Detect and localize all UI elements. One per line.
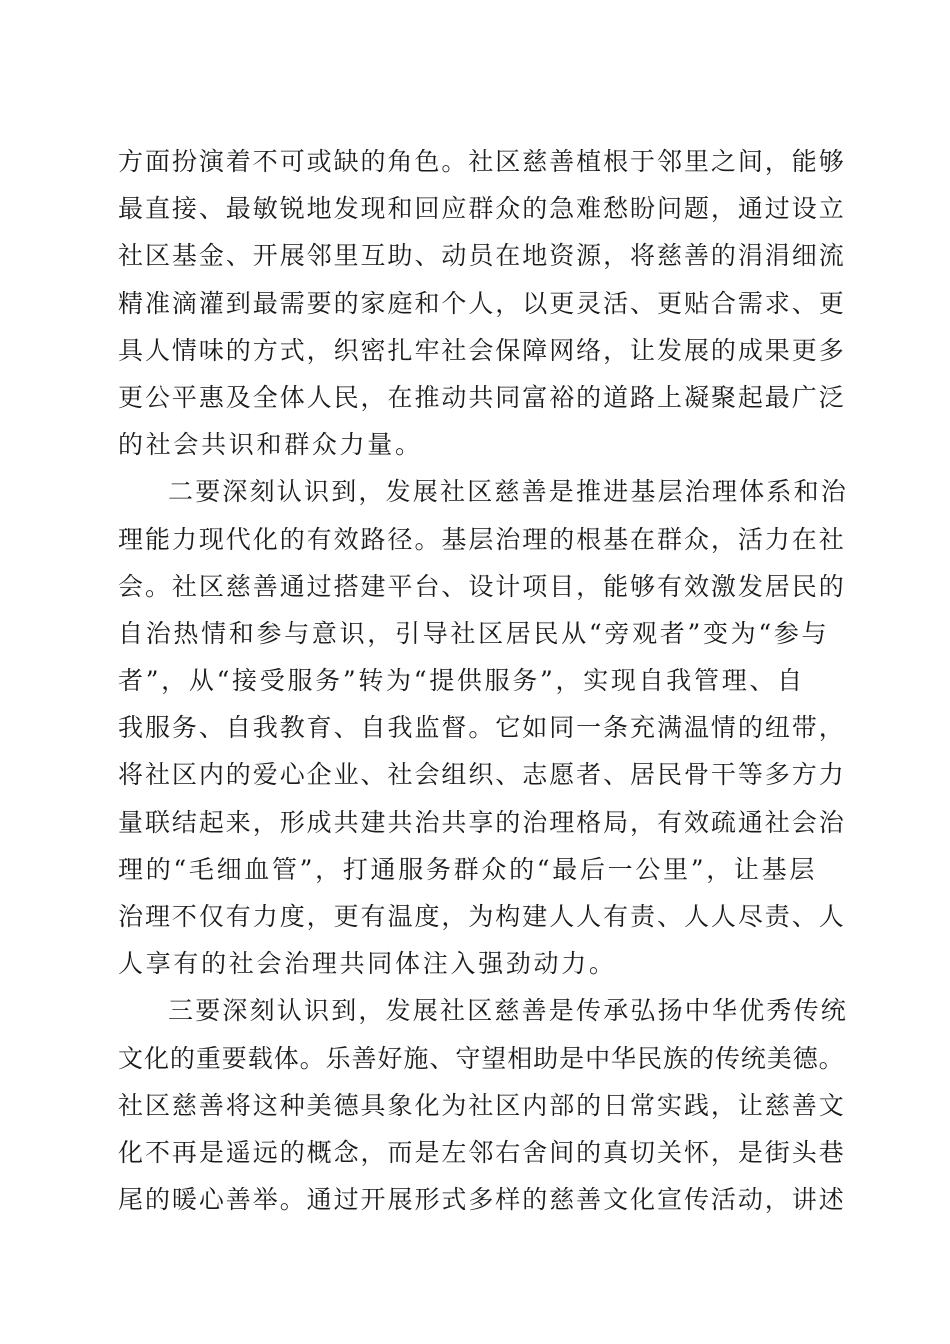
text-line: 尾的暖心善举。通过开展形式多样的慈善文化宣传活动，讲述 <box>118 1185 846 1215</box>
text-line: 理的“毛细血管”，打通服务群众的“最后一公里”，让基层 <box>118 854 818 884</box>
text-line: 更公平惠及全体人民，在推动共同富裕的道路上凝聚起最广泛 <box>118 382 846 412</box>
text-line: 的社会共识和群众力量。 <box>118 430 423 460</box>
text-line: 自治热情和参与意识，引导社区居民从“旁观者”变为“参与 <box>118 618 830 648</box>
text-line: 化不再是遥远的概念，而是左邻右舍间的真切关怀，是街头巷 <box>118 1137 846 1167</box>
text-line: 量联结起来，形成共建共治共享的治理格局，有效疏通社会治 <box>118 807 846 837</box>
text-line: 方面扮演着不可或缺的角色。社区慈善植根于邻里之间，能够 <box>118 147 846 176</box>
paragraph-first-line: 二要深刻认识到，发展社区慈善是推进基层治理体系和治 <box>168 477 849 507</box>
text-line: 社区慈善将这种美德具象化为社区内部的日常实践，让慈善文 <box>118 1090 846 1120</box>
text-line: 理能力现代化的有效路径。基层治理的根基在群众，活力在社 <box>118 524 846 554</box>
text-line: 者”，从“接受服务”转为“提供服务”，实现自我管理、自 <box>118 666 805 696</box>
text-line: 我服务、自我教育、自我监督。它如同一条充满温情的纽带， <box>118 713 846 743</box>
text-line: 最直接、最敏锐地发现和回应群众的急难愁盼问题，通过设立 <box>118 194 846 224</box>
text-line: 社区基金、开展邻里互助、动员在地资源，将慈善的涓涓细流 <box>118 241 846 271</box>
document-body <box>118 138 849 1223</box>
text-line: 人享有的社会治理共同体注入强劲动力。 <box>118 949 617 979</box>
text-line: 具人情味的方式，织密扎牢社会保障网络，让发展的成果更多 <box>118 335 846 365</box>
text-line: 将社区内的爱心企业、社会组织、志愿者、居民骨干等多方力 <box>118 760 846 790</box>
text-line: 治理不仅有力度，更有温度，为构建人人有责、人人尽责、人 <box>118 902 846 931</box>
text-line: 文化的重要载体。乐善好施、守望相助是中华民族的传统美德。 <box>118 1043 845 1073</box>
text-line: 精准滴灌到最需要的家庭和个人，以更灵活、更贴合需求、更 <box>118 288 846 318</box>
paragraph-first-line: 三要深刻认识到，发展社区慈善是传承弘扬中华优秀传统 <box>168 996 849 1026</box>
text-line: 会。社区慈善通过搭建平台、设计项目，能够有效激发居民的 <box>118 571 846 601</box>
